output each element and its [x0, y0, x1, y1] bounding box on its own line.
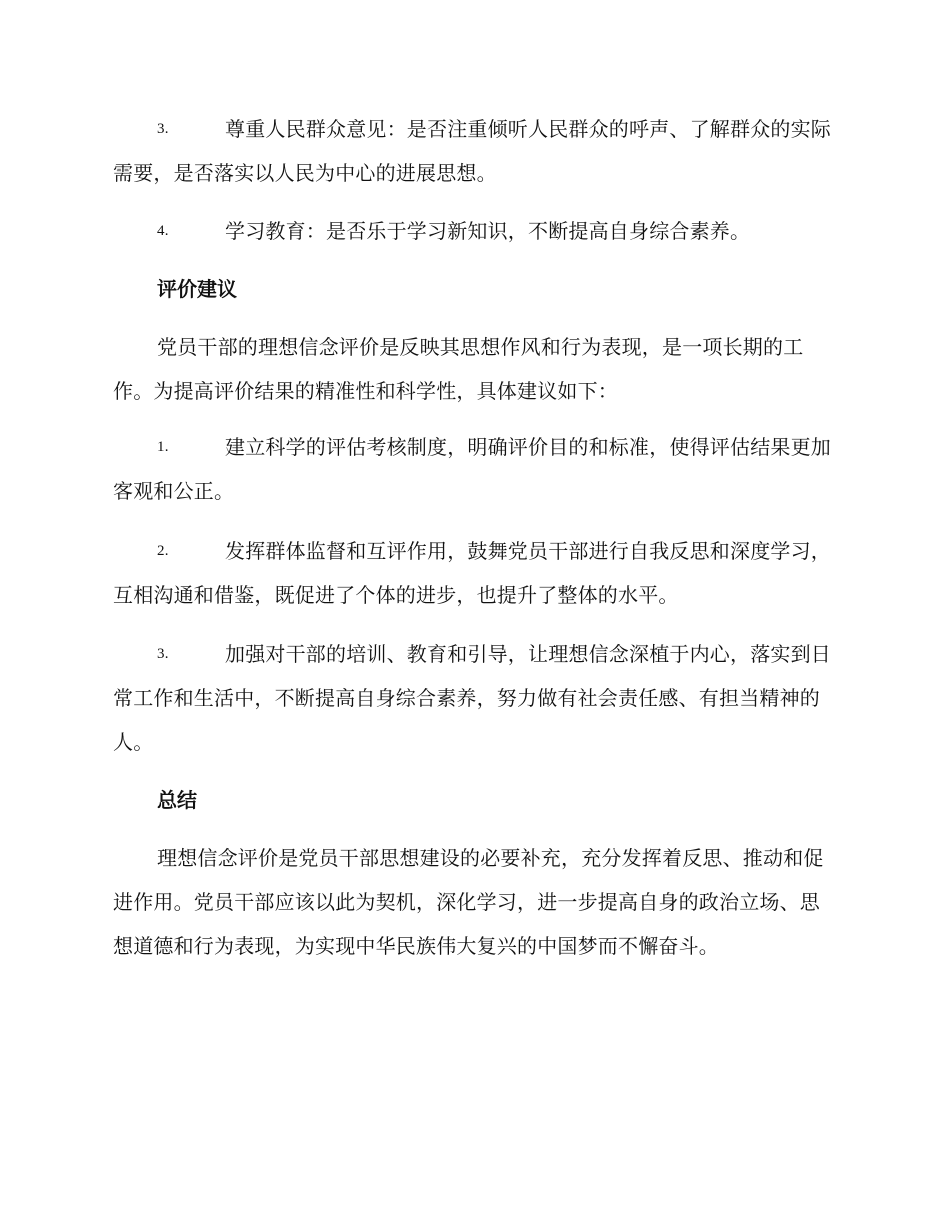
list-item-text: 发挥群体监督和互评作用，鼓舞党员干部进行自我反思和深度学习，互相沟通和借鉴，既促进了个体的进步，也提升了整体的水平。 — [113, 539, 831, 607]
list-item-number: 1. — [157, 439, 169, 455]
list-item-number: 2. — [157, 543, 169, 559]
list-item-text: 加强对干部的培训、教育和引导，让理想信念深植于内心，落实到日常工作和生活中，不断提高自身综合素养，努力做有社会责任感、有担当精神的人。 — [113, 642, 831, 754]
list-item — [113, 107, 833, 195]
list-item — [113, 632, 833, 764]
list-item-text: 建立科学的评估考核制度，明确评价目的和标准，使得评估结果更加客观和公正。 — [113, 435, 831, 503]
list-item-number: 3. — [157, 646, 169, 662]
list-item-text: 尊重人民群众意见：是否注重倾听人民群众的呼声、了解群众的实际需要，是否落实以人民为中心的进展思想。 — [113, 117, 831, 185]
section-heading-suggestions: 评价建议 — [157, 277, 237, 301]
suggestions-intro-paragraph: 党员干部的理想信念评价是反映其思想作风和行为表现，是一项长期的工作。为提高评价结果的精准性和科学性，具体建议如下： — [113, 335, 804, 403]
list-item-number: 3. — [157, 121, 169, 137]
list-item — [113, 425, 833, 513]
list-item — [113, 529, 833, 617]
list-item-text: 学习教育：是否乐于学习新知识，不断提高自身综合素养。 — [225, 219, 751, 243]
list-item-number: 4. — [157, 223, 169, 239]
section-heading-summary: 总结 — [157, 788, 197, 812]
list-item — [113, 209, 833, 253]
summary-paragraph: 理想信念评价是党员干部思想建设的必要补充，充分发挥着反思、推动和促进作用。党员干部应该以此为契机，深化学习，进一步提高自身的政治立场、思想道德和行为表现，为实现中华民族伟大复兴的中国梦而不懈奋斗。 — [113, 846, 824, 958]
